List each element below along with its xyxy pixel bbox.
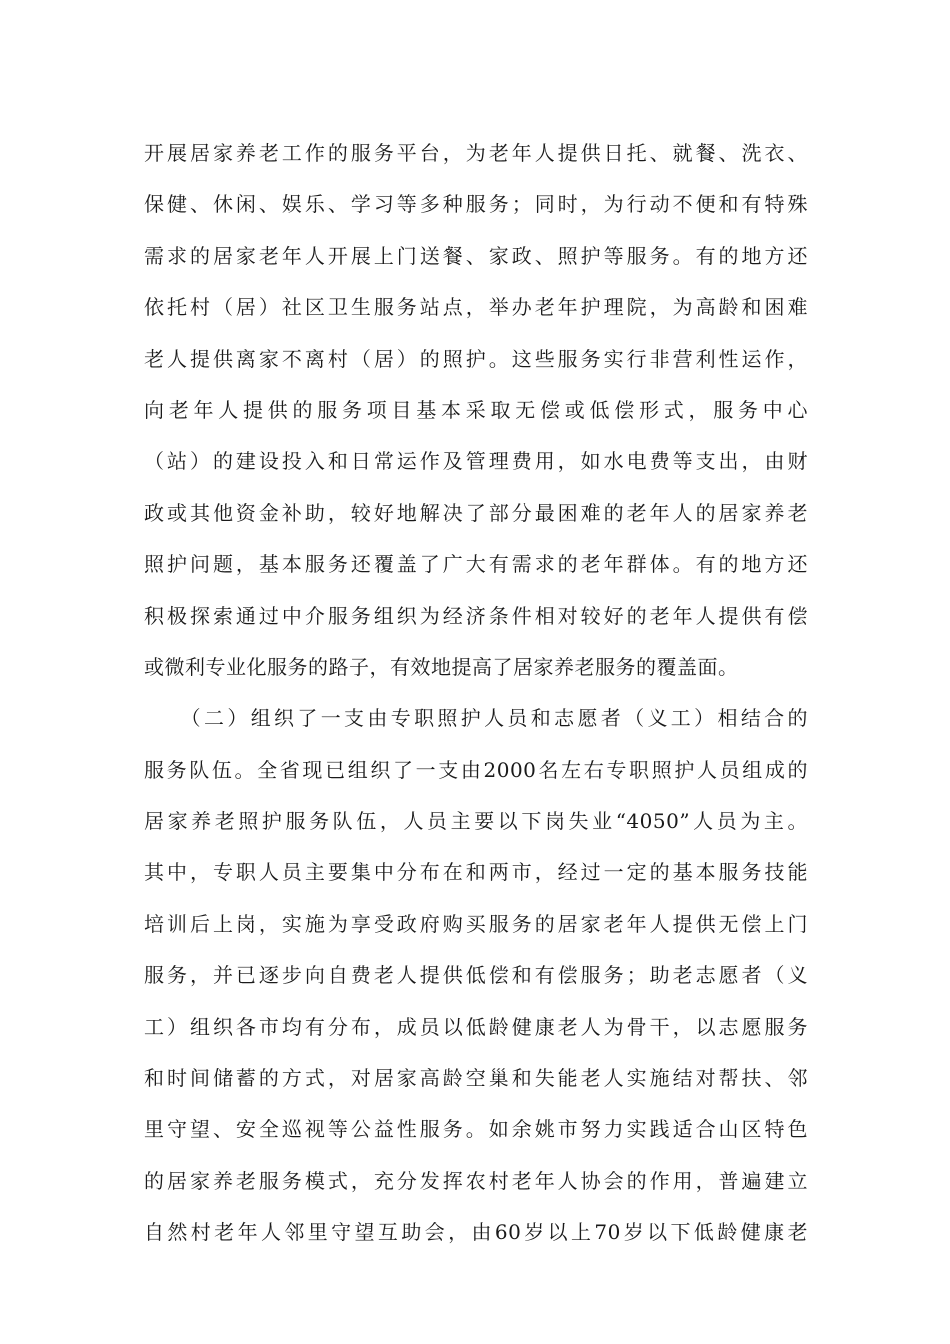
text-line: 需求的居家老年人开展上门送餐、家政、照护等服务。有的地方还 xyxy=(144,243,808,268)
text-line: 保健、休闲、娱乐、学习等多种服务；同时，为行动不便和有特殊 xyxy=(144,192,808,217)
text-line: 依托村（居）社区卫生服务站点，举办老年护理院，为高龄和困难 xyxy=(144,295,808,320)
text-line: 培训后上岗，实施为享受政府购买服务的居家老年人提供无偿上门 xyxy=(144,911,808,936)
body-text xyxy=(144,128,808,1259)
text-line: 服务队伍。全省现已组织了一支由2000名左右专职照护人员组成的 xyxy=(144,757,808,782)
text-line: 照护问题，基本服务还覆盖了广大有需求的老年群体。有的地方还 xyxy=(144,552,808,577)
text-line: 积极探索通过中介服务组织为经济条件相对较好的老年人提供有偿 xyxy=(144,603,808,628)
text-line: 向老年人提供的服务项目基本采取无偿或低偿形式，服务中心 xyxy=(144,397,808,422)
text-line: 服务，并已逐步向自费老人提供低偿和有偿服务；助老志愿者（义 xyxy=(144,963,808,988)
text-line: 工）组织各市均有分布，成员以低龄健康老人为骨干，以志愿服务 xyxy=(144,1014,808,1039)
text-line: 政或其他资金补助，较好地解决了部分最困难的老年人的居家养老 xyxy=(144,500,808,525)
text-line: 和时间储蓄的方式，对居家高龄空巢和失能老人实施结对帮扶、邻 xyxy=(144,1066,808,1091)
text-line: 居家养老照护服务队伍，人员主要以下岗失业“4050”人员为主。 xyxy=(144,809,808,834)
text-line: 自然村老年人邻里守望互助会，由60岁以上70岁以下低龄健康老 xyxy=(144,1220,808,1245)
text-line: 里守望、安全巡视等公益性服务。如余姚市努力实践适合山区特色 xyxy=(144,1117,808,1142)
section-heading-line: （二）组织了一支由专职照护人员和志愿者（义工）相结合的 xyxy=(144,706,808,731)
text-line: （站）的建设投入和日常运作及管理费用，如水电费等支出，由财 xyxy=(144,449,808,474)
text-line: 老人提供离家不离村（居）的照护。这些服务实行非营利性运作， xyxy=(144,346,808,371)
text-line: 或微利专业化服务的路子，有效地提高了居家养老服务的覆盖面。 xyxy=(144,654,739,679)
text-line: 其中，专职人员主要集中分布在和两市，经过一定的基本服务技能 xyxy=(144,860,808,885)
text-line: 的居家养老服务模式，充分发挥农村老年人协会的作用，普遍建立 xyxy=(144,1168,808,1193)
text-line: 开展居家养老工作的服务平台，为老年人提供日托、就餐、洗衣、 xyxy=(144,141,808,165)
